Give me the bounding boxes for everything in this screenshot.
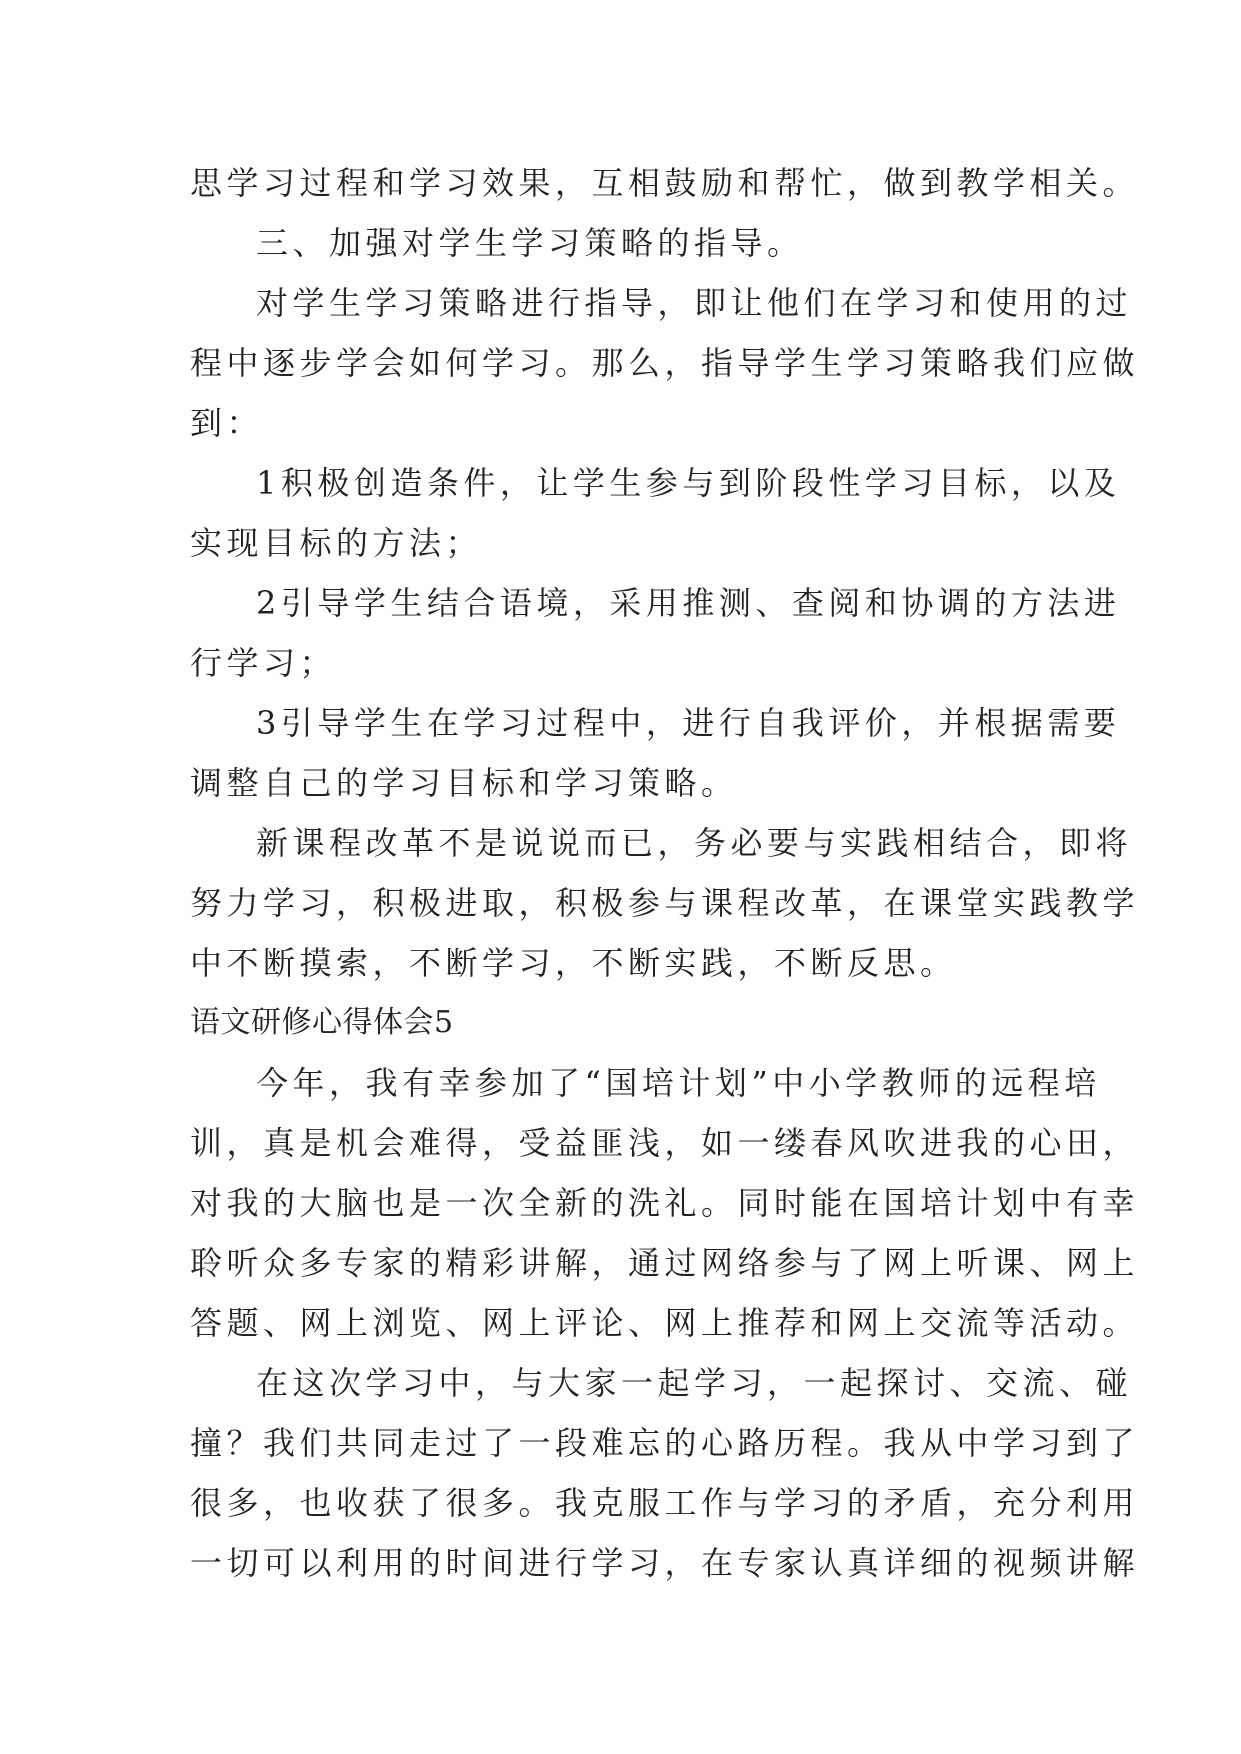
text-line: 调整自己的学习目标和学习策略。 xyxy=(190,764,738,802)
text-line: 对学生学习策略进行指导，即让他们在学习和使用的过 xyxy=(256,284,1133,322)
text-line: 2引导学生结合语境，采用推测、查阅和协调的方法进 xyxy=(256,584,1121,622)
text-line: 答题、网上浏览、网上评论、网上推荐和网上交流等活动。 xyxy=(190,1304,1140,1342)
paragraph xyxy=(190,1353,1140,1593)
text-line: 三、加强对学生学习策略的指导。 xyxy=(256,224,804,262)
text-line: 新课程改革不是说说而已，务必要与实践相结合，即将 xyxy=(256,824,1133,862)
section-heading xyxy=(190,213,1070,273)
list-item xyxy=(190,693,1121,813)
text-line: 实现目标的方法； xyxy=(190,524,483,562)
text-line: 今年，我有幸参加了“国培计划”中小学教师的远程培 xyxy=(256,1064,1101,1102)
list-item xyxy=(190,453,1121,573)
list-item xyxy=(190,573,1121,693)
paragraph xyxy=(190,273,1140,453)
text-line: 到： xyxy=(190,404,264,442)
text-line: 3引导学生在学习过程中，进行自我评价，并根据需要 xyxy=(256,704,1121,742)
paragraph xyxy=(190,1053,1140,1353)
text-line: 对我的大脑也是一次全新的洗礼。同时能在国培计划中有幸 xyxy=(190,1184,1140,1222)
paragraph xyxy=(190,813,1140,993)
text-line: 聆听众多专家的精彩讲解，通过网络参与了网上听课、网上 xyxy=(190,1244,1140,1282)
document-page xyxy=(190,153,1140,1593)
paragraph xyxy=(190,153,1140,213)
text-line: 很多，也收获了很多。我克服工作与学习的矛盾，充分利用 xyxy=(190,1484,1140,1522)
text-line: 在这次学习中，与大家一起学习，一起探讨、交流、碰 xyxy=(256,1364,1133,1402)
text-line: 撞？我们共同走过了一段难忘的心路历程。我从中学习到了 xyxy=(190,1424,1140,1462)
text-line: 努力学习，积极进取，积极参与课程改革，在课堂实践教学 xyxy=(190,884,1140,922)
text-line: 训，真是机会难得，受益匪浅，如一缕春风吹进我的心田， xyxy=(190,1124,1140,1162)
text-line: 行学习； xyxy=(190,644,337,682)
text-line: 一切可以利用的时间进行学习，在专家认真详细的视频讲解 xyxy=(190,1544,1140,1582)
text-line: 思学习过程和学习效果，互相鼓励和帮忙，做到教学相关。 xyxy=(190,164,1140,202)
text-line: 1积极创造条件，让学生参与到阶段性学习目标，以及 xyxy=(256,464,1121,502)
article-title xyxy=(190,993,1070,1053)
text-line: 程中逐步学会如何学习。那么，指导学生学习策略我们应做 xyxy=(190,344,1140,382)
text-line: 语文研修心得体会5 xyxy=(190,1005,454,1040)
text-line: 中不断摸索，不断学习，不断实践，不断反思。 xyxy=(190,944,957,982)
